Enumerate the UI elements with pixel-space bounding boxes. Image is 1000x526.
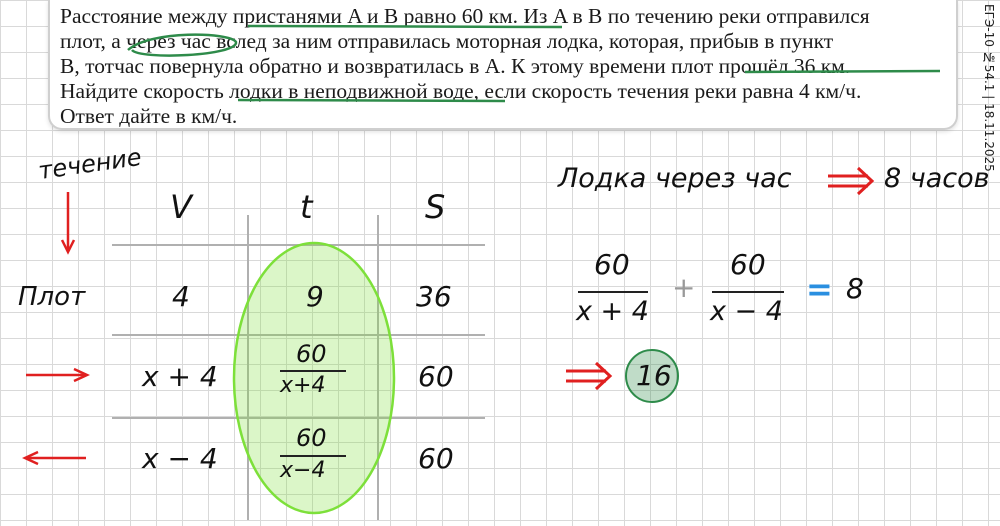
problem-line-1: Расстояние между пристанями A и B равно 60 км. Из A в B по течению реки отправился	[60, 4, 870, 28]
raft-speed: 4	[172, 280, 190, 313]
boat-down-distance: 60	[418, 360, 454, 393]
problem-line-2: плот, а через час вслед за ним отправилась моторная лодка, которая, прибыв в пункт	[60, 29, 834, 53]
problem-underlines	[128, 26, 940, 101]
eq-equals: =	[806, 270, 833, 308]
eq-rhs: 8	[846, 272, 864, 305]
raft-distance: 36	[416, 280, 452, 313]
side-note-right: 8 часов	[884, 163, 990, 194]
eq-frac2-num: 60	[730, 248, 766, 281]
problem-line-5: Ответ дайте в км/ч.	[60, 104, 238, 128]
underline-boat-speed	[238, 100, 505, 101]
problem-line-3: B, тотчас повернула обратно и возвратилась в A. К этому времени плот прошёл 36 км.	[60, 54, 851, 78]
implies-arrow-icon	[828, 168, 872, 194]
eq-frac1-den: x + 4	[576, 296, 649, 327]
eq-frac2-den: x − 4	[710, 296, 783, 327]
eq-plus: +	[672, 271, 696, 304]
downstream-arrow-icon	[26, 369, 87, 381]
boat-up-time-den: x−4	[280, 458, 326, 483]
boat-down-time-den: x+4	[280, 373, 326, 398]
underline-distance	[248, 26, 562, 27]
boat-up-speed: x − 4	[142, 442, 218, 475]
current-label: течение	[36, 142, 144, 186]
circle-through-hour	[128, 35, 236, 56]
header-t: t	[300, 188, 313, 226]
boat-down-time-num: 60	[296, 340, 327, 368]
answer-arrow-icon	[566, 363, 610, 389]
header-v: V	[170, 188, 192, 226]
problem-line-4: Найдите скорость лодки в неподвижной воде, если скорость течения реки равна 4 км/ч.	[60, 79, 862, 103]
header-s: S	[425, 188, 446, 226]
boat-up-distance: 60	[418, 442, 454, 475]
answer-value: 16	[636, 359, 672, 392]
raft-time: 9	[306, 280, 324, 313]
side-note-left: Лодка через час	[558, 163, 792, 194]
upstream-arrow-icon	[25, 452, 86, 464]
row-raft-label: Плот	[18, 282, 86, 312]
boat-up-time-num: 60	[296, 424, 327, 452]
current-arrow-icon	[62, 192, 74, 252]
task-reference: ЕГЭ-10 №54.1 | 18.11.2025	[982, 4, 996, 172]
eq-frac1-num: 60	[594, 248, 630, 281]
underline-raft-36	[745, 71, 940, 72]
boat-down-speed: x + 4	[142, 360, 218, 393]
